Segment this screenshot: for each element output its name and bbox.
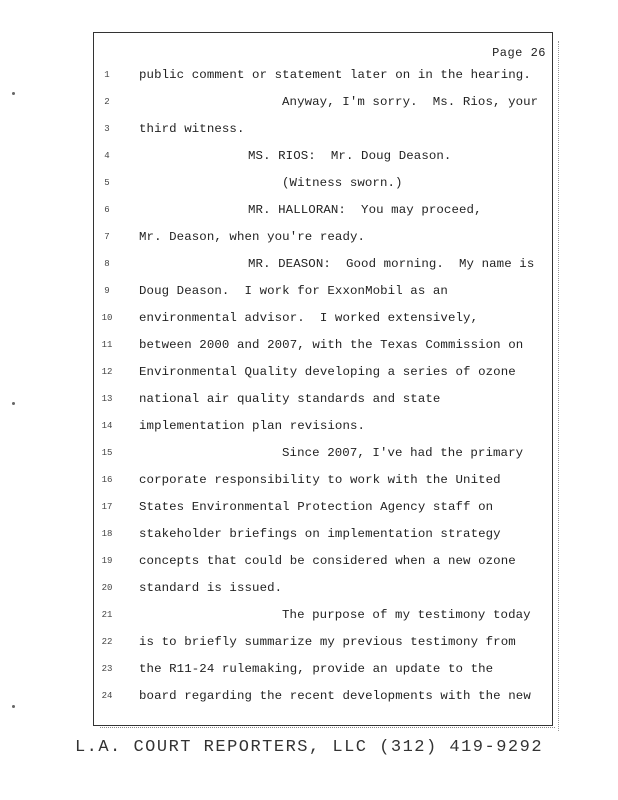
line-number: 3 <box>104 124 110 134</box>
line-number: 15 <box>101 448 113 458</box>
line-number: 14 <box>101 421 113 431</box>
transcript-line <box>0 227 618 247</box>
line-text: Anyway, I'm sorry. Ms. Rios, your <box>282 95 539 109</box>
line-number: 11 <box>101 340 113 350</box>
court-reporter-footer: L.A. COURT REPORTERS, LLC (312) 419-9292 <box>74 738 544 757</box>
line-number: 4 <box>104 151 110 161</box>
line-text: The purpose of my testimony today <box>282 608 531 622</box>
transcript-line <box>0 605 618 625</box>
line-number: 20 <box>101 583 113 593</box>
transcript-line <box>0 632 618 652</box>
line-text: (Witness sworn.) <box>282 176 403 190</box>
line-text: is to briefly summarize my previous testimony from <box>139 635 516 649</box>
line-text: MR. DEASON: Good morning. My name is <box>248 257 535 271</box>
line-text: Mr. Deason, when you're ready. <box>139 230 366 244</box>
transcript-line <box>0 119 618 139</box>
line-number: 2 <box>104 97 110 107</box>
transcript-line <box>0 551 618 571</box>
transcript-line <box>0 146 618 166</box>
line-text: corporate responsibility to work with the United <box>139 473 501 487</box>
page-bottom-rule <box>100 727 555 729</box>
page-number: Page 26 <box>492 46 546 60</box>
line-number: 17 <box>101 502 113 512</box>
line-text: concepts that could be considered when a new ozone <box>139 554 516 568</box>
line-number: 13 <box>101 394 113 404</box>
line-number: 19 <box>101 556 113 566</box>
line-text: national air quality standards and state <box>139 392 441 406</box>
line-text: Since 2007, I've had the primary <box>282 446 524 460</box>
line-number: 6 <box>104 205 110 215</box>
line-text: stakeholder briefings on implementation strategy <box>139 527 501 541</box>
line-number: 12 <box>101 367 113 377</box>
line-number: 18 <box>101 529 113 539</box>
line-number: 21 <box>101 610 113 620</box>
transcript-line <box>0 92 618 112</box>
line-number: 8 <box>104 259 110 269</box>
transcript-line <box>0 497 618 517</box>
line-text: MR. HALLORAN: You may proceed, <box>248 203 482 217</box>
line-text: MS. RIOS: Mr. Doug Deason. <box>248 149 452 163</box>
line-text: between 2000 and 2007, with the Texas Commission on <box>139 338 524 352</box>
line-text: implementation plan revisions. <box>139 419 366 433</box>
line-text: Environmental Quality developing a series of ozone <box>139 365 516 379</box>
line-text: Doug Deason. I work for ExxonMobil as an <box>139 284 448 298</box>
transcript-line <box>0 470 618 490</box>
transcript-line <box>0 389 618 409</box>
transcript-line <box>0 362 618 382</box>
transcript-line <box>0 335 618 355</box>
transcript-line <box>0 200 618 220</box>
line-text: the R11-24 rulemaking, provide an update to the <box>139 662 494 676</box>
transcript-line <box>0 65 618 85</box>
transcript-line <box>0 308 618 328</box>
transcript-line <box>0 443 618 463</box>
transcript-line <box>0 578 618 598</box>
line-number: 10 <box>101 313 113 323</box>
transcript-line <box>0 524 618 544</box>
transcript-line <box>0 686 618 706</box>
transcript-line <box>0 281 618 301</box>
line-number: 22 <box>101 637 113 647</box>
line-number: 9 <box>104 286 110 296</box>
transcript-line <box>0 254 618 274</box>
transcript-line <box>0 416 618 436</box>
line-text: third witness. <box>139 122 245 136</box>
transcript-line <box>0 173 618 193</box>
line-number: 16 <box>101 475 113 485</box>
line-text: environmental advisor. I worked extensively, <box>139 311 479 325</box>
line-number: 23 <box>101 664 113 674</box>
line-text: board regarding the recent developments with the new <box>139 689 531 703</box>
transcript-line <box>0 659 618 679</box>
line-number: 5 <box>104 178 110 188</box>
line-number: 24 <box>101 691 113 701</box>
line-number: 1 <box>104 70 110 80</box>
line-text: standard is issued. <box>139 581 283 595</box>
line-text: public comment or statement later on in the hearing. <box>139 68 531 82</box>
line-number: 7 <box>104 232 110 242</box>
line-text: States Environmental Protection Agency staff on <box>139 500 494 514</box>
